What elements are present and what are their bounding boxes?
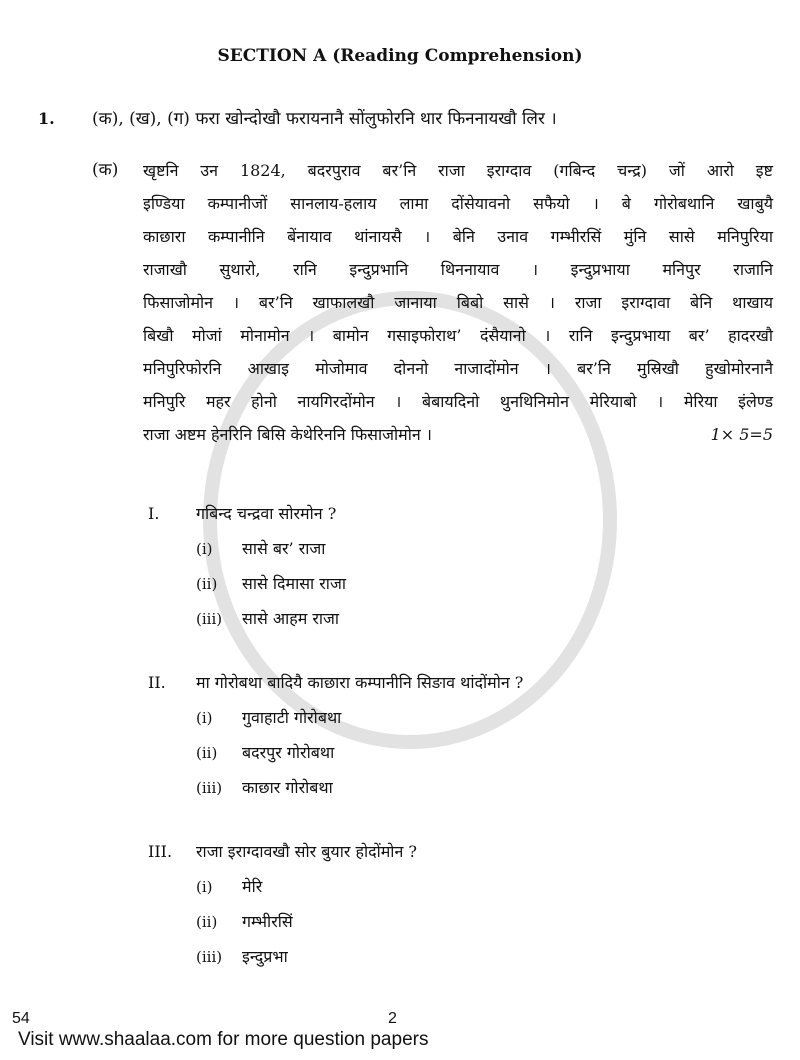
sub-question-text: राजा इराग्दावखौ सोर बुयार होदोंमोन ?: [196, 842, 418, 861]
sub-question-text: गबिन्द चन्द्रवा सोरमोन ?: [196, 504, 337, 523]
page-number: 2: [388, 1010, 397, 1027]
option: [196, 740, 773, 766]
footer: [12, 970, 773, 1052]
passage-line: मनिपुरिफोरनि आखाइ मोजोमाव दोननो नाजादोंमोन । बर’नि मुस्रिखौ हुखोमोरनानै: [143, 359, 773, 378]
sub-question: [148, 501, 773, 527]
option: [196, 606, 773, 632]
option-label: (ii): [196, 744, 218, 762]
option: [196, 571, 773, 597]
option-text: गुवाहाटी गोरोबथा: [242, 708, 342, 727]
option-label: (ii): [196, 913, 218, 931]
option: [196, 775, 773, 801]
passage-line: राजा अष्टम हेनरिनि बिसि केथेरिननि फिसाजोमोन ।: [143, 425, 432, 444]
sub-question-numeral: I.: [148, 504, 160, 523]
question-instruction: (क), (ख), (ग) फरा खोन्दोखौ फरायनानै सोंलुफोरनि थार फिननायखौ लिर ।: [92, 109, 557, 129]
option-text: बदरपुर गोरोबथा: [242, 743, 335, 762]
option: [196, 705, 773, 731]
option-text: सासे दिमासा राजा: [242, 574, 346, 593]
question-number: 1.: [38, 109, 55, 128]
sub-question: [148, 670, 773, 696]
option: [196, 909, 773, 935]
option-label: (ii): [196, 575, 218, 593]
option: [196, 944, 773, 970]
option-label: (iii): [196, 779, 223, 797]
passage-line: फिसाजोमोन । बर’नि खाफालखौ जानाया बिबो सासे । राजा इराग्दावा बेनि थाखाय: [143, 293, 773, 312]
visit-link[interactable]: Visit www.shaalaa.com for more question papers: [18, 1029, 429, 1050]
footer-numbers: [12, 1010, 773, 1028]
sub-question-text: मा गोरोबथा बादियै काछारा कम्पानीनि सिङाव थांदोंमोन ?: [196, 673, 524, 692]
option-text: सासे आहम राजा: [242, 609, 340, 628]
option-label: (i): [196, 878, 213, 896]
option-text: काछार गोरोबथा: [242, 778, 333, 797]
option: [196, 874, 773, 900]
option-label: (i): [196, 540, 213, 558]
passage-block: [92, 154, 773, 451]
option-label: (iii): [196, 610, 223, 628]
sub-question-numeral: II.: [148, 673, 166, 692]
option-text: सासे बर’ राजा: [242, 539, 326, 558]
sub-question-numeral: III.: [148, 842, 173, 861]
passage-line: बिखौ मोजां मोनामोन । बामोन गसाइफोराथ’ दंसैयानो । रानि इन्दुप्रभाया बर’ हादरखौ: [143, 326, 773, 345]
passage-line: राजाखौ सुथारो, रानि इन्दुप्रभानि थिननायाव । इन्दुप्रभाया मनिपुर राजानि: [143, 260, 773, 279]
option-label: (i): [196, 709, 213, 727]
passage-line: इण्डिया कम्पानीजों सानलाय-हलाय लामा दोंसेयावनो सफैयो । बे गोरोबथानि खाबुयै: [143, 194, 773, 213]
option-label: (iii): [196, 948, 223, 966]
option: [196, 536, 773, 562]
option-text: मेरि: [242, 877, 263, 896]
sub-question: [148, 839, 773, 865]
passage: [143, 154, 773, 451]
passage-line: मनिपुरि महर होनो नायगिरदोंमोन । बेबायदिनो थुनथिनिमोन मेरियाबो । मेरिया इंलेण्ड: [143, 392, 773, 411]
passage-last-row: [143, 418, 773, 451]
passage-line: काछारा कम्पानीनि बेंनायाव थांनायसै । बेनि उनाव गम्भीरसिं मुंनि सासे मनिपुरिया: [143, 227, 773, 246]
question: [38, 106, 773, 132]
option-text: इन्दुप्रभा: [242, 947, 288, 966]
paper-code: 54: [12, 1010, 30, 1027]
section-title: SECTION A (Reading Comprehension): [217, 46, 583, 66]
marks: 1× 5=5: [710, 425, 773, 444]
option-text: गम्भीरसिं: [242, 912, 293, 931]
passage-label: (क): [92, 160, 119, 180]
passage-line: खृष्टनि उन 1824, बदरपुराव बर’नि राजा इराग्दाव (गबिन्द चन्द्र) जों आरो इष्ट: [143, 161, 773, 180]
